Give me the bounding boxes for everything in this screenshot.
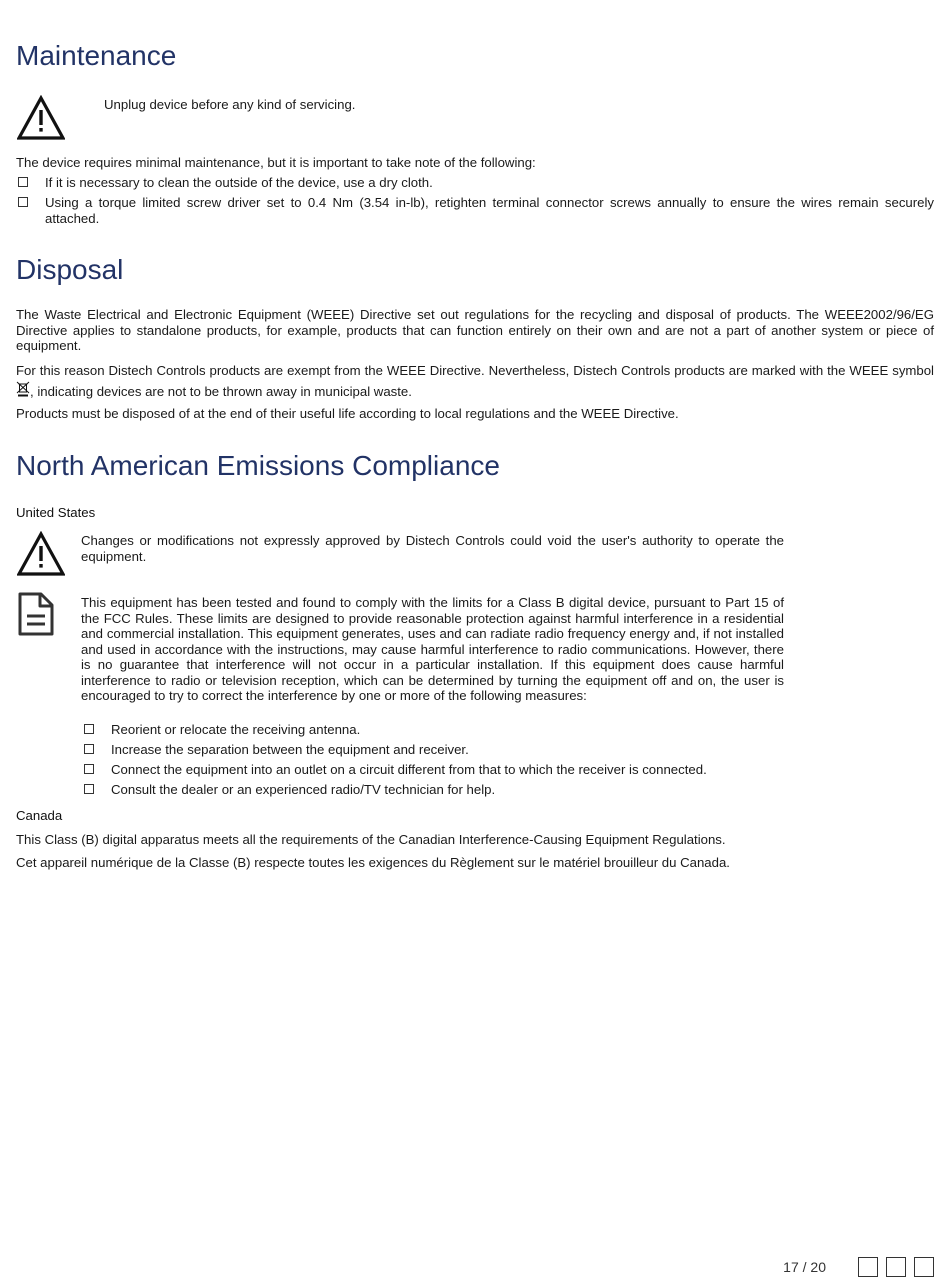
disposal-heading: Disposal [16, 254, 124, 285]
canada-english-text: This Class (B) digital apparatus meets all the requirements of the Canadian Interference-Causing Equipment Regulations. [16, 832, 726, 847]
warning-icon [17, 95, 65, 141]
weee-bin-icon [16, 381, 30, 397]
disposal-paragraph-2: For this reason Distech Controls products are exempt from the WEEE Directive. Nevertheless, Distech Controls products are marked with the WEEE symbol , indicating devices are not to be thrown away in municipal waste. [16, 363, 934, 399]
maintenance-list [16, 175, 934, 226]
maintenance-warning-text: Unplug device before any kind of servicing. [104, 97, 356, 112]
checkbox-bullet-icon [84, 744, 94, 754]
us-subheading: United States [16, 505, 96, 520]
list-item: Consult the dealer or an experienced radio/TV technician for help. [82, 782, 842, 798]
list-item: Connect the equipment into an outlet on a circuit different from that to which the receiver is connected. [82, 762, 842, 778]
fcc-note-text: This equipment has been tested and found to comply with the limits for a Class B digital device, pursuant to Part 15 of the FCC Rules. These limits are designed to provide reasonable protection against harmful interference in a residential and commercial installation. This equipment generates, uses and can radiate radio frequency energy and, if not installed and used in accordance with the instructions, may cause harmful interference to radio communications. However, there is no guarantee that interference will not occur in a particular installation. If this equipment does cause harmful interference to radio or television reception, which can be determined by turning the equipment off and on, the user is encouraged to try to correct the interference by one or more of the following measures: [81, 595, 784, 703]
maintenance-heading: Maintenance [16, 40, 177, 71]
checkbox-bullet-icon [84, 764, 94, 774]
us-warning-text: Changes or modifications not expressly approved by Distech Controls could void the user's authority to operate the equipment. [81, 533, 784, 564]
footer-box-icon [858, 1257, 878, 1277]
document-note-icon [17, 591, 55, 637]
list-item: Reorient or relocate the receiving antenna. [82, 722, 842, 738]
warning-icon [17, 531, 65, 577]
checkbox-bullet-icon [18, 177, 28, 187]
list-item: Using a torque limited screw driver set to 0.4 Nm (3.54 in-lb), retighten terminal connector screws annually to ensure the wires remain securely attached. [16, 195, 934, 226]
disposal-paragraph-3: Products must be disposed of at the end of their useful life according to local regulations and the WEEE Directive. [16, 406, 679, 421]
canada-subheading: Canada [16, 808, 63, 823]
checkbox-bullet-icon [84, 784, 94, 794]
page-number: 17 / 20 [783, 1259, 826, 1275]
maintenance-intro: The device requires minimal maintenance, but it is important to take note of the following: [16, 155, 536, 170]
footer-box-icon [886, 1257, 906, 1277]
checkbox-bullet-icon [18, 197, 28, 207]
checkbox-bullet-icon [84, 724, 94, 734]
disposal-paragraph-1: The Waste Electrical and Electronic Equipment (WEEE) Directive set out regulations for the recycling and disposal of products. The WEEE2002/96/EG Directive applies to standalone products, for example, products that can function entirely on their own and are not a part of another system or piece of equipment. [16, 307, 934, 353]
footer-box-icon [914, 1257, 934, 1277]
measures-list [82, 722, 842, 798]
canada-french-text: Cet appareil numérique de la Classe (B) respecte toutes les exigences du Règlement sur le matériel brouilleur du Canada. [16, 855, 730, 870]
list-item: If it is necessary to clean the outside of the device, use a dry cloth. [16, 175, 934, 191]
list-item: Increase the separation between the equipment and receiver. [82, 742, 842, 758]
emissions-heading: North American Emissions Compliance [16, 450, 500, 481]
